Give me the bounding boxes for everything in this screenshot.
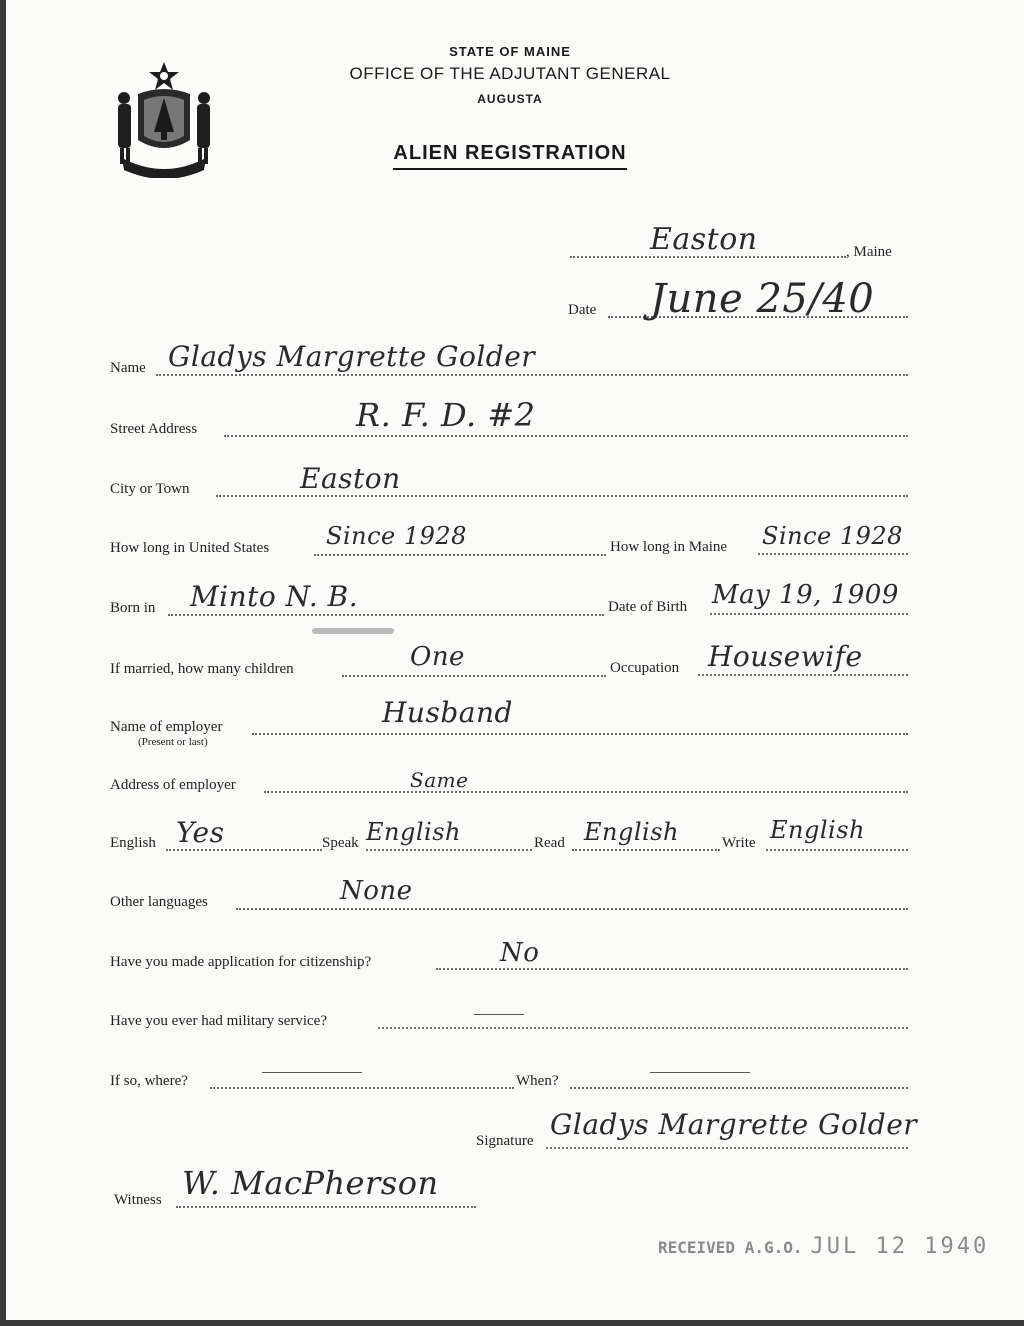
employer-sublabel: (Present or last)	[138, 736, 208, 748]
signature-label: Signature	[476, 1133, 534, 1149]
header-city: AUGUSTA	[477, 92, 543, 106]
military-label: Have you ever had military service?	[110, 1013, 327, 1029]
scan-edge-left	[0, 0, 6, 1326]
form-title-text: ALIEN REGISTRATION	[393, 142, 626, 170]
write-line[interactable]	[766, 849, 908, 851]
born-in-label: Born in	[110, 600, 156, 616]
military-line[interactable]	[378, 1027, 908, 1029]
date-value: June 25/40	[650, 276, 875, 322]
speak-value: English	[366, 818, 461, 846]
place-suffix: , Maine	[846, 244, 892, 260]
english-line[interactable]	[166, 849, 322, 851]
citizenship-value: No	[500, 938, 540, 968]
children-value: One	[410, 642, 465, 672]
speak-label: Speak	[322, 835, 359, 851]
witness-line[interactable]	[176, 1206, 476, 1208]
other-languages-label: Other languages	[110, 894, 208, 910]
employer-address-line[interactable]	[264, 791, 908, 793]
occupation-line[interactable]	[698, 674, 908, 676]
seal-lettering: MAINE	[142, 158, 176, 168]
occupation-value: Housewife	[708, 640, 863, 673]
when-line[interactable]	[570, 1087, 908, 1089]
military-dash	[474, 1014, 524, 1015]
ink-smudge	[312, 628, 394, 634]
other-languages-line[interactable]	[236, 908, 908, 910]
read-value: English	[584, 818, 679, 846]
city-line[interactable]	[216, 495, 908, 497]
name-value: Gladys Margrette Golder	[168, 340, 536, 373]
city-label: City or Town	[110, 481, 190, 497]
write-label: Write	[722, 835, 756, 851]
read-label: Read	[534, 835, 565, 851]
place-value: Easton	[650, 222, 758, 257]
read-line[interactable]	[572, 849, 720, 851]
scan-edge-bottom	[0, 1320, 1024, 1326]
name-label: Name	[110, 360, 146, 376]
when-label: When?	[516, 1073, 559, 1089]
signature-value: Gladys Margrette Golder	[550, 1108, 918, 1141]
us-duration-value: Since 1928	[326, 522, 467, 550]
speak-line[interactable]	[366, 849, 532, 851]
dob-line[interactable]	[710, 613, 908, 615]
occupation-label: Occupation	[610, 660, 680, 676]
name-line[interactable]	[156, 374, 908, 376]
employer-address-value: Same	[410, 768, 469, 792]
header-office: OFFICE OF THE ADJUTANT GENERAL	[349, 64, 671, 83]
citizenship-line[interactable]	[436, 968, 908, 970]
employer-line[interactable]	[252, 733, 908, 735]
us-duration-label: How long in United States	[110, 540, 270, 556]
date-label: Date	[568, 302, 597, 318]
signature-line[interactable]	[546, 1147, 908, 1149]
received-stamp	[658, 1234, 989, 1259]
witness-value: W. MacPherson	[182, 1164, 439, 1202]
form-title	[240, 142, 780, 165]
employer-address-label: Address of employer	[110, 777, 236, 793]
where-line[interactable]	[210, 1087, 514, 1089]
witness-label: Witness	[114, 1192, 162, 1208]
where-dash	[262, 1072, 362, 1073]
english-label: English	[110, 835, 156, 851]
children-line[interactable]	[342, 675, 606, 677]
employer-value: Husband	[382, 696, 513, 729]
stamp-date-text: JUL 12 1940	[810, 1234, 990, 1259]
born-in-value: Minto N. B.	[190, 580, 359, 613]
street-line[interactable]	[224, 435, 908, 437]
citizenship-label: Have you made application for citizenship?	[110, 954, 372, 970]
maine-duration-line[interactable]	[758, 553, 908, 555]
maine-duration-value: Since 1928	[762, 522, 903, 550]
us-duration-line[interactable]	[314, 554, 606, 556]
dob-label: Date of Birth	[608, 599, 688, 615]
english-value: Yes	[176, 816, 225, 849]
employer-label: Name of employer	[110, 719, 223, 735]
street-label: Street Address	[110, 421, 198, 437]
where-label: If so, where?	[110, 1073, 188, 1089]
dob-value: May 19, 1909	[712, 580, 899, 610]
when-dash	[650, 1072, 750, 1073]
born-in-line[interactable]	[168, 614, 604, 616]
street-value: R. F. D. #2	[356, 396, 536, 434]
header-state: STATE OF MAINE	[449, 44, 571, 59]
write-value: English	[770, 816, 865, 844]
city-value: Easton	[300, 462, 401, 495]
other-languages-value: None	[340, 876, 413, 906]
stamp-received-text: RECEIVED A.G.O.	[658, 1238, 803, 1257]
maine-duration-label: How long in Maine	[610, 539, 728, 555]
children-label: If married, how many children	[110, 661, 294, 677]
